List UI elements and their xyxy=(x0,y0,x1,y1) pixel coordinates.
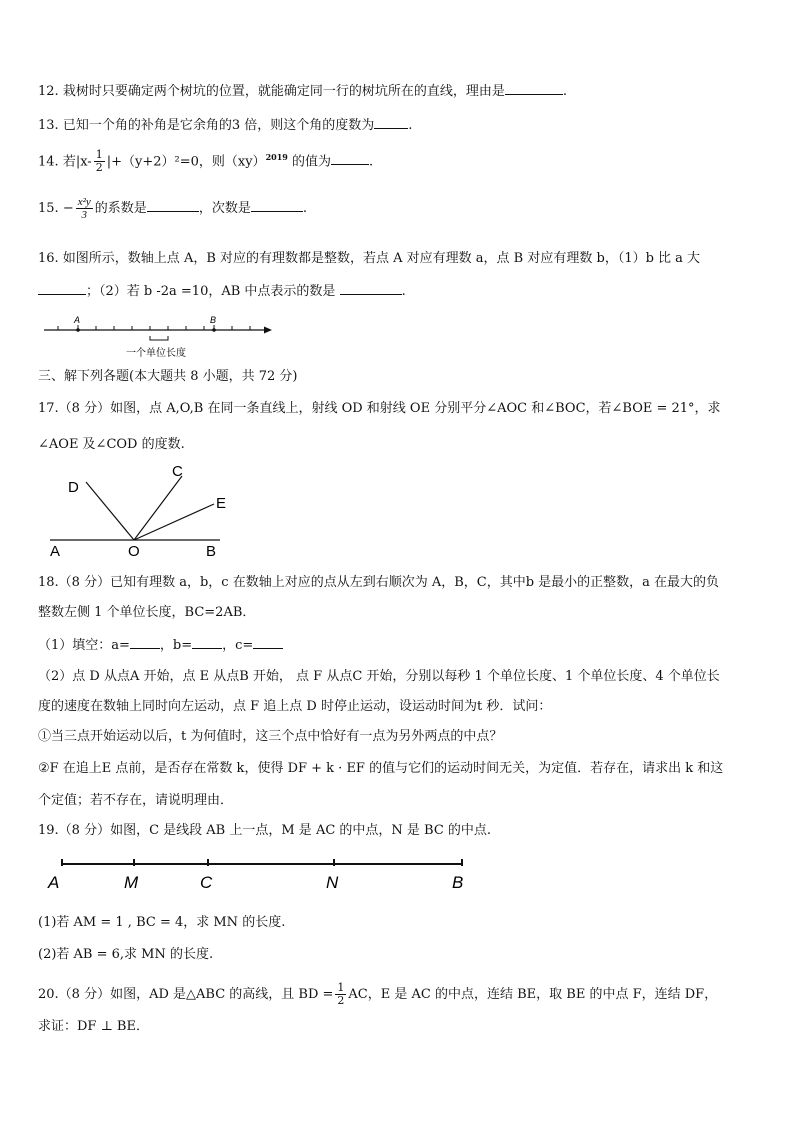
segment-label-n: N xyxy=(326,873,339,892)
question-18-part1 xyxy=(38,636,283,655)
label-c: C xyxy=(172,463,183,480)
q14-text-a: 若|x- xyxy=(62,154,92,170)
q13-text: 已知一个角的补角是它余角的3 倍，则这个角的度数为 xyxy=(62,118,375,133)
question-18-line2: 整数左侧 1 个单位长度，BC=2AB． xyxy=(38,605,256,620)
q18-blank-c[interactable] xyxy=(253,636,283,649)
q13-answer-blank[interactable] xyxy=(374,116,408,129)
segment-figure xyxy=(44,852,474,896)
q14-number: 14. xyxy=(38,154,59,170)
q18-blank-b[interactable] xyxy=(192,636,222,649)
q15-degree-blank[interactable] xyxy=(251,199,303,212)
label-o: O xyxy=(128,543,140,560)
q14-exponent: 2019 xyxy=(265,152,288,162)
label-a: A xyxy=(50,543,61,560)
question-19-part1: (1)若 AM = 1 , BC = 4，求 MN 的长度. xyxy=(38,915,286,930)
question-20-line1 xyxy=(38,982,717,1007)
q12-number: 12. xyxy=(38,84,59,99)
ray-oc xyxy=(134,476,182,540)
question-16-line1: 16. 如图所示，数轴上点 A，B 对应的有理数都是整数，若点 A 对应有理数 a，点 B 对应有理数 b，（1）b 比 a 大 xyxy=(38,251,701,266)
question-18-sub1: ①当三点开始运动以后，t 为何值时，这三个点中恰好有一点为另外两点的中点？ xyxy=(38,729,503,744)
q16-text-2a: ；（2）若 b -2a =10，AB 中点表示的数是 xyxy=(86,284,336,299)
q14-text-c: 的值为 xyxy=(287,154,331,170)
q18-part1-c: ，c= xyxy=(222,638,254,653)
question-20-line2: 求证：DF ⊥ BE． xyxy=(38,1019,149,1034)
question-18-part2-line1: （2）点 D 从点A 开始，点 E 从点B 开始， 点 F 从点C 开始，分别以每秒 1 个单位长度、1 个单位长度、4 个单位长 xyxy=(38,669,720,684)
number-line-label-a: A xyxy=(74,315,81,325)
question-15 xyxy=(38,196,307,221)
question-17-line1: 17.（8 分）如图，点 A,O,B 在同一条直线上，射线 OD 和射线 OE 分别平分∠AOC 和∠BOC，若∠BOE = 21°，求 xyxy=(38,401,721,416)
q16-blank-2[interactable] xyxy=(340,282,402,295)
q13-period: . xyxy=(408,118,413,133)
number-line-arrow xyxy=(264,327,272,334)
q15-number: 15. xyxy=(38,201,59,216)
segment-label-a: A xyxy=(48,873,60,892)
section-3-heading: 三、解下列各题(本大题共 8 小题，共 72 分) xyxy=(38,369,298,384)
segment-label-b: B xyxy=(452,873,464,892)
q20-text-a: 20.（8 分）如图，AD 是△ABC 的高线，且 BD = xyxy=(38,987,334,1002)
q20-text-b: AC，E 是 AC 的中点，连结 BE，取 BE 的中点 F，连结 DF， xyxy=(348,987,718,1002)
q12-period: . xyxy=(562,84,567,99)
q18-part1-a: （1）填空：a= xyxy=(38,638,130,653)
number-line-figure xyxy=(40,310,280,366)
q15-minus: − xyxy=(62,201,74,216)
q14-answer-blank[interactable] xyxy=(331,152,369,165)
label-b: B xyxy=(206,543,217,560)
question-18-sub2-line2: 个定值；若不存在，请说明理由． xyxy=(38,793,234,808)
q14-period: . xyxy=(368,154,374,170)
q15-text-a: 的系数是 xyxy=(94,201,147,216)
question-18-part2-line2: 度的速度在数轴上同时向左运动，点 F 追上点 D 时停止运动，设运动时间为t 秒．试问： xyxy=(38,699,552,714)
question-16-line2 xyxy=(38,282,406,301)
q12-text: 栽树时只要确定两个树坑的位置，就能确定同一行的树坑所在的直线，理由是 xyxy=(62,84,505,99)
question-12 xyxy=(38,82,567,101)
q15-fraction: $\frac{\text{x²y}}{3}$ xyxy=(77,196,91,221)
point-a xyxy=(76,328,80,332)
point-b xyxy=(212,328,216,332)
question-14 xyxy=(38,148,373,174)
q15-text-b: ，次数是 xyxy=(198,201,251,216)
q20-fraction: $\frac{1}{2}$ xyxy=(337,981,345,1007)
q18-blank-a[interactable] xyxy=(130,636,160,649)
q16-period: . xyxy=(401,284,406,299)
angle-figure xyxy=(42,460,232,560)
ray-oe xyxy=(134,504,214,540)
q15-coefficient-blank[interactable] xyxy=(147,199,199,212)
label-d: D xyxy=(68,479,79,496)
q15-period: . xyxy=(302,201,307,216)
unit-length-label: 一个单位长度 xyxy=(126,348,186,359)
segment-label-m: M xyxy=(124,873,139,892)
q13-number: 13. xyxy=(38,118,59,133)
number-line-label-b: B xyxy=(210,315,217,325)
unit-length-bracket xyxy=(150,336,168,340)
q18-part1-b: ，b= xyxy=(159,638,193,653)
question-13 xyxy=(38,116,412,135)
q12-answer-blank[interactable] xyxy=(505,82,563,95)
q14-text-b: |+（y+2）²=0，则（xy） xyxy=(106,154,266,170)
ray-od xyxy=(86,482,134,540)
number-line-ticks xyxy=(58,325,250,330)
q16-blank-1[interactable] xyxy=(38,282,86,295)
segment-label-c: C xyxy=(200,873,213,892)
question-18-line1: 18.（8 分）已知有理数 a，b，c 在数轴上对应的点从左到右顺次为 A，B，C，其中b 是最小的正整数，a 在最大的负 xyxy=(38,575,720,590)
label-e: E xyxy=(216,495,227,512)
question-19-line1: 19.（8 分）如图，C 是线段 AB 上一点，M 是 AC 的中点，N 是 BC 的中点. xyxy=(38,823,492,838)
question-17-line2: ∠AOE 及∠COD 的度数. xyxy=(38,437,185,452)
question-19-part2: (2)若 AB = 6,求 MN 的长度. xyxy=(38,947,214,962)
q14-fraction: $\frac{1}{2}$ xyxy=(95,148,103,175)
question-18-sub2-line1: ②F 在追上E 点前，是否存在常数 k，使得 DF + k · EF 的值与它们的运动时间无关，为定值．若存在，请求出 k 和这 xyxy=(38,761,724,776)
